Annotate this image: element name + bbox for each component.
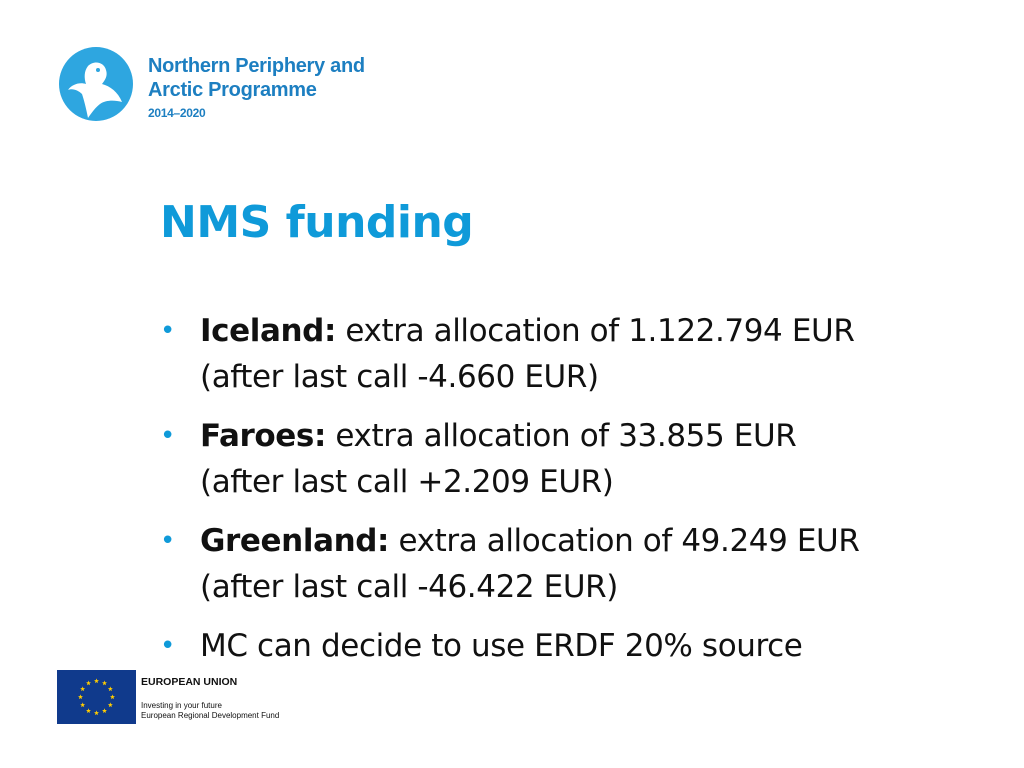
bullet-iceland (160, 308, 940, 400)
bullet-dot-icon: • (160, 526, 175, 556)
bullet-text: extra allocation of 1.122.794 EUR (335, 313, 855, 349)
eu-flag-icon (57, 670, 136, 724)
bullet-text: MC can decide to use ERDF 20% source (200, 628, 803, 664)
bullet-note: (after last call -46.422 EUR) (200, 569, 618, 605)
programme-name-line1: Northern Periphery and (148, 55, 365, 77)
slide-title: NMS funding (160, 197, 474, 248)
bullet-greenland (160, 518, 940, 610)
bullet-text: extra allocation of 33.855 EUR (325, 418, 797, 454)
programme-logo (58, 44, 388, 124)
eu-logo (57, 670, 357, 726)
bird-emblem-icon (58, 46, 134, 122)
bullet-dot-icon: • (160, 316, 175, 346)
bullet-list (160, 308, 940, 682)
bullet-dot-icon: • (160, 421, 175, 451)
bullet-faroes (160, 413, 940, 505)
programme-name-line2: Arctic Programme (148, 79, 317, 101)
eu-name: EUROPEAN UNION (141, 676, 238, 688)
bullet-text: extra allocation of 49.249 EUR (389, 523, 860, 559)
eu-fund-name: European Regional Development Fund (141, 711, 280, 720)
bullet-dot-icon: • (160, 631, 175, 661)
bullet-note: (after last call -4.660 EUR) (200, 359, 599, 395)
bullet-mc-decision (160, 623, 940, 669)
programme-name (148, 54, 365, 121)
eu-tagline: Investing in your future (141, 701, 222, 710)
bullet-label: Faroes: (200, 418, 326, 454)
bullet-label: Iceland: (200, 313, 336, 349)
bullet-note: (after last call +2.209 EUR) (200, 464, 614, 500)
programme-years: 2014–2020 (148, 106, 206, 120)
bullet-label: Greenland: (200, 523, 390, 559)
eu-text (141, 675, 279, 721)
